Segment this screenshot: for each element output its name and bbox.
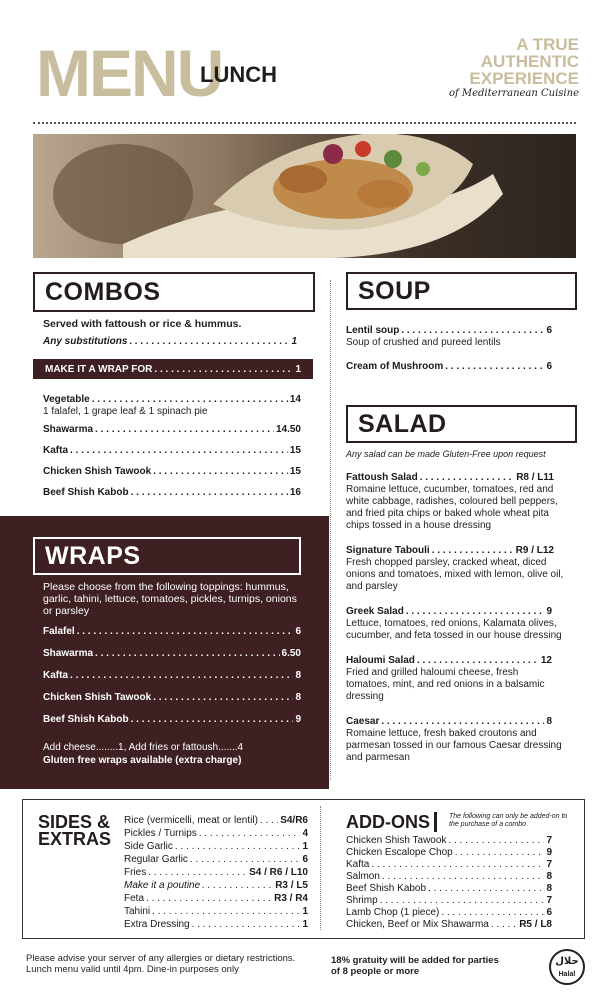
footer-allergy-2: Lunch menu valid until 4pm. Dine-in purposes only [26, 964, 239, 975]
tagline-2: AUTHENTIC [480, 52, 579, 71]
combos-served: Served with fattoush or rice & hummus. [43, 318, 242, 330]
addon-item: Chicken, Beef or Mix Shawarma . . . R5 / L8 [346, 919, 552, 931]
salad-item: Haloumi Salad . . . 12 [346, 654, 552, 667]
tagline-1: A TRUE [516, 35, 579, 54]
wrap-item: Falafel . . . 6 [43, 625, 301, 638]
footer-gratuity [331, 955, 499, 977]
addon-item: Kafta . . . 7 [346, 859, 552, 871]
side-item: Side Garlic . . . 1 [124, 840, 308, 853]
tagline [449, 36, 579, 101]
side-item: Tahini . . . 1 [124, 905, 308, 918]
side-item: Make it a poutine . . . R3 / L5 [124, 879, 308, 892]
addon-item: Chicken Escalope Chop . . . 9 [346, 847, 552, 859]
column-separator [330, 280, 331, 780]
footer-allergy [26, 953, 295, 975]
tagline-4: of Mediterranean Cuisine [448, 88, 579, 99]
salad-item-desc: Romaine lettuce, fresh baked croutons and parmesan tossed in our famous Caesar dressing and parmesan [346, 728, 562, 763]
footer-gratuity-2: of 8 people or more [331, 966, 420, 977]
combos-subs-price: 1 [291, 336, 297, 347]
salad-item-desc: Romaine lettuce, cucumber, tomatoes, red and white cabbage, radishes, coloured bell peppers, and fried pita chips or baked whole wheat pita chips tossed in a house dressing [346, 484, 558, 531]
wraps-list [43, 625, 301, 726]
wraps-gluten-free: Gluten free wraps available (extra charge) [43, 755, 242, 766]
salad-item-desc: Fresh chopped parsley, cracked wheat, diced onions and tomatoes, mixed with lemon, olive oil, and parsley [346, 557, 564, 592]
addon-item: Salmon . . . 8 [346, 871, 552, 883]
box-separator [320, 806, 321, 930]
combos-list [43, 393, 301, 499]
make-wrap-price: 1 [295, 364, 301, 375]
salad-item: Caesar . . . 8 [346, 715, 552, 728]
salad-title: SALAD [358, 410, 447, 438]
combos-subs-label: Any substitutions [43, 336, 128, 347]
combos-subs [43, 335, 297, 348]
wrap-item: Shawarma . . . 6.50 [43, 647, 301, 660]
combo-item: Beef Shish Kabob . . . 16 [43, 486, 301, 499]
wrap-item: Kafta . . . 8 [43, 669, 301, 682]
side-item: Feta . . . R3 / R4 [124, 892, 308, 905]
wraps-header [33, 537, 301, 575]
halal-icon [549, 949, 585, 985]
soup-list [346, 324, 552, 373]
addons-note: The following can only be added-on to the purchase of a combo [449, 813, 568, 828]
combo-item: Chicken Shish Tawook . . . 15 [43, 465, 301, 478]
soup-item: Lentil soup . . . 6 [346, 324, 552, 337]
salad-item-desc: Lettuce, tomatoes, red onions, Kalamata olives, cucumber, and feta tossed in our house dressing [346, 618, 562, 641]
tagline-3: EXPERIENCE [469, 69, 579, 88]
side-item: Regular Garlic . . . 6 [124, 853, 308, 866]
side-item: Extra Dressing . . . 1 [124, 918, 308, 931]
wraps-section [0, 516, 329, 789]
sides-list [124, 814, 308, 931]
wraps-addl: Add cheese........1, Add fries or fattoush.......4 [43, 742, 244, 753]
soup-item-desc: Soup of crushed and pureed lentils [346, 337, 501, 348]
wrap-item: Beef Shish Kabob . . . 9 [43, 713, 301, 726]
divider [33, 122, 576, 124]
make-wrap-label: MAKE IT A WRAP FOR [45, 364, 153, 375]
side-item: Fries . . . S4 / R6 / L10 [124, 866, 308, 879]
sides-title-1: SIDES & [38, 812, 111, 832]
soup-header [346, 272, 577, 310]
side-item: Pickles / Turnips . . . 4 [124, 827, 308, 840]
salad-item: Greek Salad . . . 9 [346, 605, 552, 618]
addons-list [346, 835, 552, 931]
wraps-intro: Please choose from the following toppings: hummus, garlic, tahini, lettuce, tomatoes, pickles, turnips, onions or parsley [43, 581, 297, 617]
halal-label: Halal [558, 971, 576, 978]
salad-list [346, 471, 564, 764]
salad-item-desc: Fried and grilled haloumi cheese, fresh tomatoes, mint, and red onions in a balsamic dressing [346, 667, 545, 702]
combos-title: COMBOS [45, 278, 161, 306]
addon-item: Chicken Shish Tawook . . . 7 [346, 835, 552, 847]
menu-title: MENU [36, 36, 223, 110]
salad-header [346, 405, 577, 443]
footer-gratuity-1: 18% gratuity will be added for parties [331, 955, 499, 966]
addon-item: Lamb Chop (1 piece) . . . 6 [346, 907, 552, 919]
addon-item: Shrimp . . . 7 [346, 895, 552, 907]
addons-title: ADD-ONS [346, 812, 437, 832]
combos-header [33, 272, 315, 312]
sides-title [38, 814, 111, 848]
wrap-item: Chicken Shish Tawook . . . 8 [43, 691, 301, 704]
halal-arabic: حلال [555, 956, 579, 967]
lunch-title: LUNCH [200, 62, 277, 87]
soup-item: Cream of Mushroom . . . 6 [346, 360, 552, 373]
salad-item: Fattoush Salad . . . R8 / L11 [346, 471, 554, 484]
make-it-a-wrap [33, 359, 313, 379]
side-item: Rice (vermicelli, meat or lentil) . . . S4/R6 [124, 814, 308, 827]
combo-item: Shawarma . . . 14.50 [43, 423, 301, 436]
sides-title-2: EXTRAS [38, 829, 112, 849]
combo-item: Kafta . . . 15 [43, 444, 301, 457]
combo-item-desc: 1 falafel, 1 grape leaf & 1 spinach pie [43, 406, 208, 417]
footer-allergy-1: Please advise your server of any allergies or dietary restrictions. [26, 953, 296, 964]
salad-note: Any salad can be made Gluten-Free upon request [346, 449, 546, 459]
hero-wrap-image [33, 134, 576, 258]
combo-item: Vegetable . . . 14 [43, 393, 301, 406]
addon-item: Beef Shish Kabob . . . 8 [346, 883, 552, 895]
soup-title: SOUP [358, 277, 431, 305]
wraps-title: WRAPS [45, 542, 141, 570]
salad-item: Signature Tabouli . . . R9 / L12 [346, 544, 554, 557]
